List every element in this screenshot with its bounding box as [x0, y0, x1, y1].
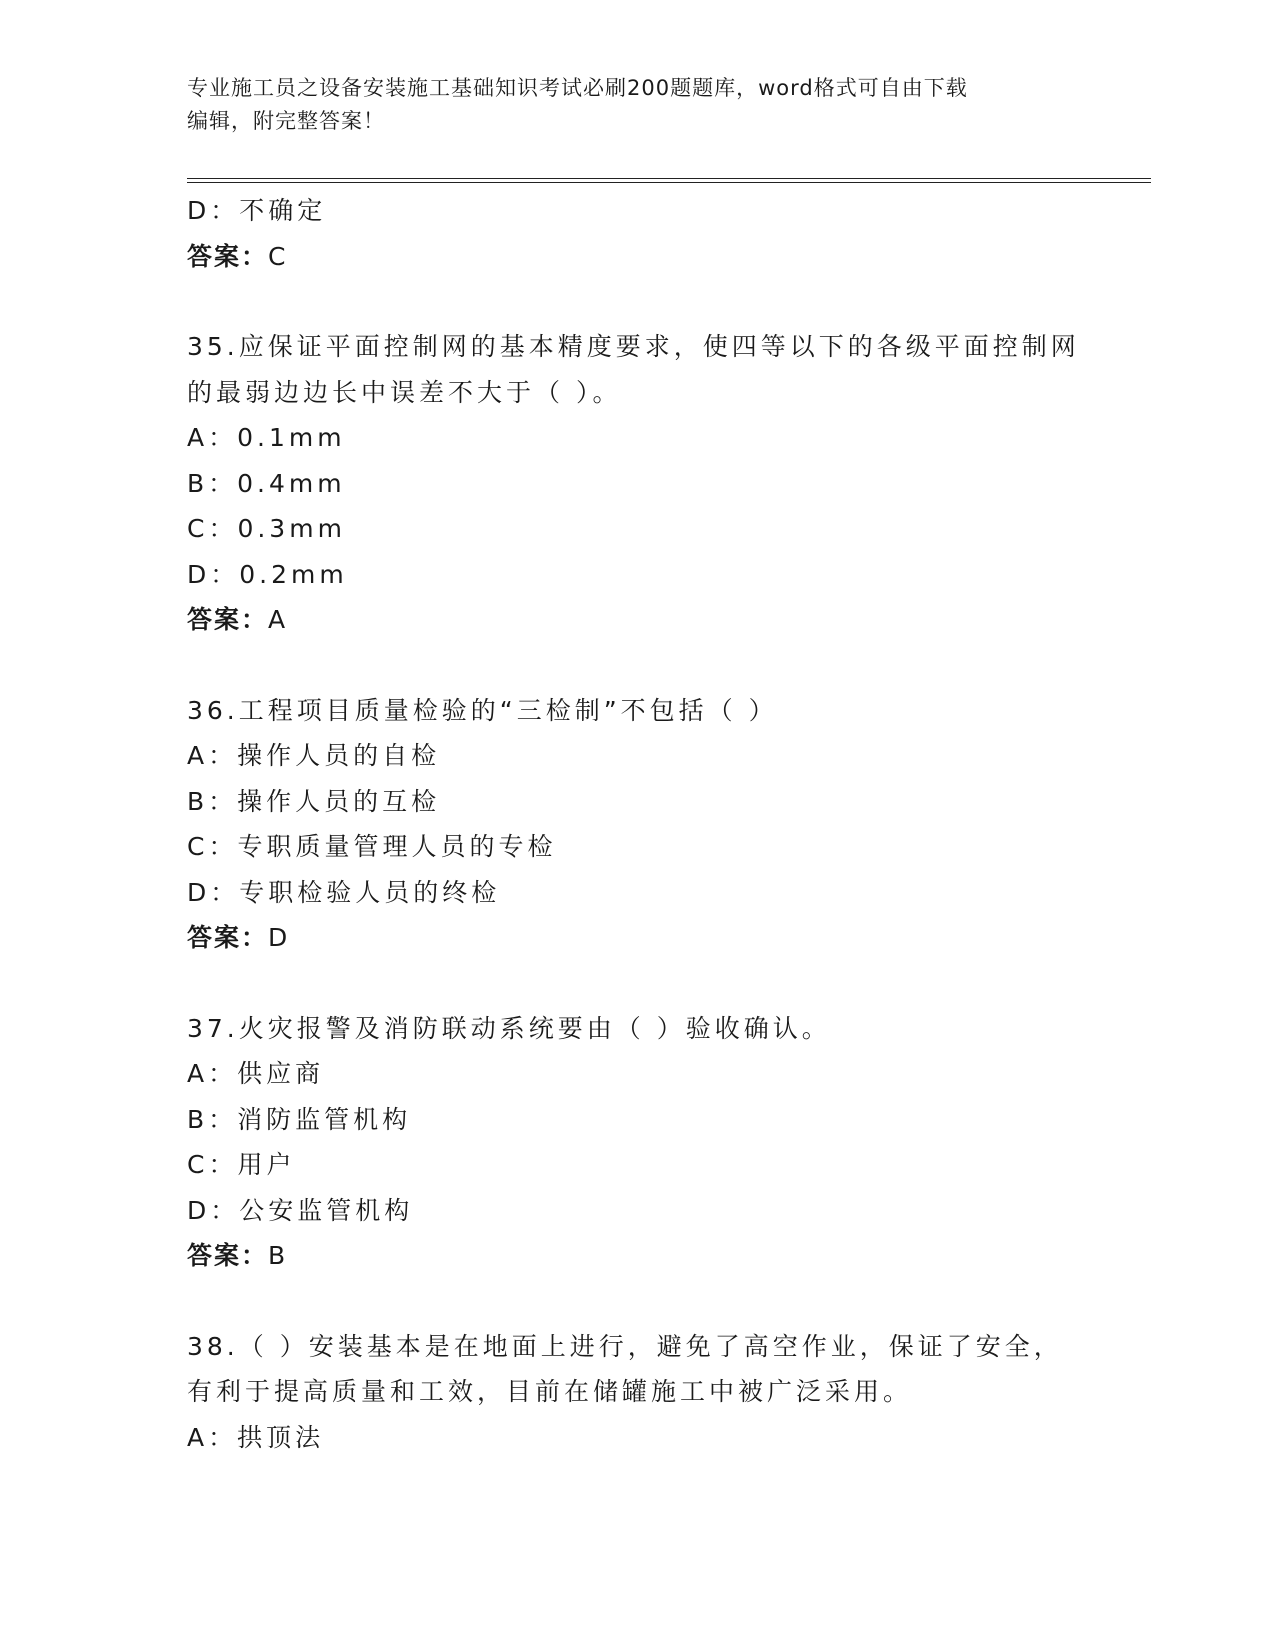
answer-line	[187, 597, 1087, 643]
option-d: D：不确定	[187, 196, 327, 225]
option-a: A：操作人员的自检	[187, 741, 441, 770]
option-d: D：0.2mm	[187, 559, 348, 589]
answer-value: B	[268, 1241, 288, 1270]
answer-label: 答案：	[187, 605, 269, 634]
header-title-line-1: 专业施工员之设备安装施工基础知识考试必刷200题题库，word格式可自由下载	[187, 76, 968, 100]
question-34-tail	[187, 188, 1087, 279]
question-stem-line-1: 38.（ ）安装基本是在地面上进行，避免了高空作业，保证了安全，	[187, 1331, 1063, 1361]
answer-label: 答案：	[187, 1241, 269, 1270]
answer-value: A	[268, 605, 288, 634]
question-stem-line-2: 有利于提高质量和工效，目前在储罐施工中被广泛采用。	[187, 1377, 913, 1406]
header-divider-bottom	[187, 182, 1151, 183]
answer-line	[187, 234, 1087, 280]
question-36	[187, 688, 1087, 961]
question-list	[187, 188, 1087, 1460]
option-a: A：供应商	[187, 1059, 325, 1088]
answer-line	[187, 915, 1087, 961]
option-b: B：操作人员的互检	[187, 786, 441, 816]
answer-value: C	[268, 241, 288, 271]
header-title-line-2: 编辑，附完整答案！	[187, 109, 385, 133]
question-35	[187, 324, 1087, 643]
question-stem-line-1: 35.应保证平面控制网的基本精度要求，使四等以下的各级平面控制网	[187, 332, 1080, 361]
option-c: C：0.3mm	[187, 514, 346, 543]
question-stem-line-2: 的最弱边边长中误差不大于（ ）。	[187, 377, 622, 407]
option-d: D：专职检验人员的终检	[187, 877, 501, 907]
question-37	[187, 1006, 1087, 1279]
document-header	[187, 72, 1067, 138]
option-b: B：0.4mm	[187, 468, 346, 498]
answer-label: 答案：	[187, 241, 269, 271]
answer-label: 答案：	[187, 923, 269, 952]
question-38	[187, 1324, 1087, 1461]
option-d: D：公安监管机构	[187, 1195, 414, 1225]
answer-line	[187, 1233, 1087, 1279]
question-stem-line-1: 37.火灾报警及消防联动系统要由（ ）验收确认。	[187, 1013, 831, 1043]
option-c: C：专职质量管理人员的专检	[187, 832, 557, 861]
option-a: A：拱顶法	[187, 1422, 325, 1452]
question-stem-line-1: 36.工程项目质量检验的“三检制”不包括（ ）	[187, 695, 778, 725]
option-b: B：消防监管机构	[187, 1104, 412, 1134]
option-a: A：0.1mm	[187, 423, 346, 452]
header-divider-top	[187, 178, 1151, 179]
answer-value: D	[268, 923, 290, 952]
option-c: C：用户	[187, 1150, 296, 1179]
